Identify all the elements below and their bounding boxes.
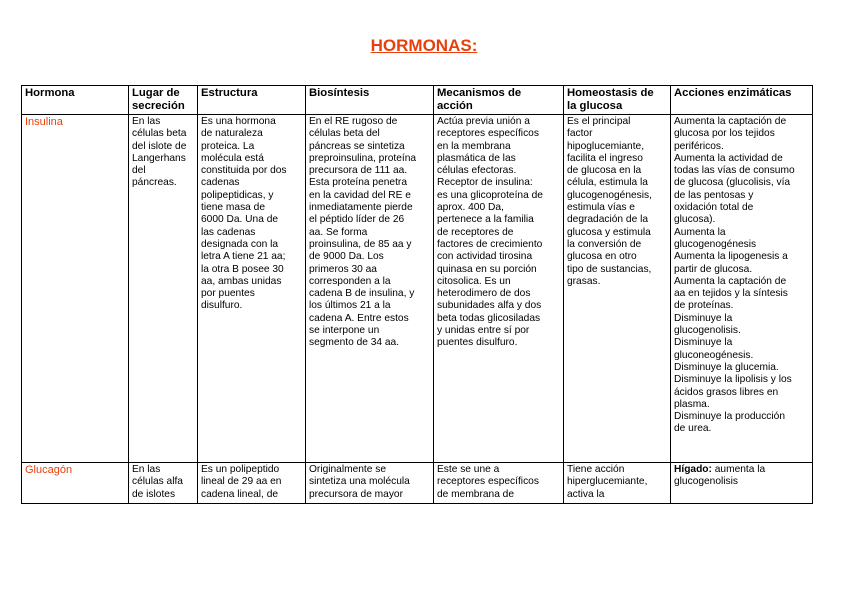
header-lugar-secrecion [129, 86, 198, 115]
cell-acciones-text: aumenta la glucogenolisis [674, 464, 766, 488]
table-row [22, 463, 813, 504]
cell-homeostasis [564, 463, 671, 504]
header-homeostasis [564, 86, 671, 115]
cell-hormona [22, 115, 129, 463]
cell-biosintesis-text: Originalmente se sintetiza una molécula precursora de mayor [309, 464, 410, 500]
cell-estructura [198, 463, 306, 504]
hormone-name: Insulina [25, 116, 63, 128]
header-estructura: Estructura [198, 86, 306, 115]
header-hormona: Hormona [22, 86, 129, 115]
header-lugar-secrecion-text: Lugar de secreción [132, 87, 185, 112]
cell-acciones-text: Aumenta la captación de glucosa por los tejidos periféricos. Aumenta la actividad de todas las vías de consumo de glucosa (glucolisis, vía de las pentosas y oxidación total de glucosa). Aumenta la glucogenogénesis Aumenta la lipogenesis a partir de glucosa. Aumenta la captación de aa en tejidos y la síntesis de proteínas. Disminuye la glucogenolisis. Disminuye la gluconeogénesis. Disminuye la glucemia. Disminuye la lipolisis y los ácidos grasos libres en plasma. Disminuye la producción de urea. [674, 116, 795, 435]
cell-biosintesis [306, 463, 434, 504]
cell-hormona [22, 463, 129, 504]
cell-biosintesis [306, 115, 434, 463]
cell-biosintesis-text: En el RE rugoso de células beta del páncreas se sintetiza preproinsulina, proteína precursora de 111 aa. Esta proteína penetra en la cavidad del RE e inmediatamente pierde el péptido líder de 26 aa. Se forma proinsulina, de 85 aa y de 9000 Da. Los primeros 30 aa corresponden a la cadena B de insulina, y los últimos 21 a la cadena A. Entre estos se interpone un segmento de 34 aa. [309, 116, 417, 349]
table-row [22, 115, 813, 463]
cell-estructura-text: Es una hormona de naturaleza proteica. La molécula está constituida por dos cadenas polipeptidicas, y tiene masa de 6000 Da. Una de las cadenas designada con la letra A tiene 21 aa; la otra B posee 30 aa, ambas unidas por puentes disulfuro. [201, 116, 287, 312]
cell-acciones [671, 115, 813, 463]
hormone-table [21, 85, 813, 504]
header-acciones: Acciones enzimáticas [671, 86, 813, 115]
cell-mecanismos-text: Este se une a receptores específicos de membrana de [437, 464, 539, 500]
cell-acciones [671, 463, 813, 504]
cell-homeostasis [564, 115, 671, 463]
cell-acciones-prefix: Hígado: [674, 464, 712, 475]
table-header-row [22, 86, 813, 115]
header-biosintesis: Biosíntesis [306, 86, 434, 115]
header-homeostasis-text: Homeostasis de la glucosa [567, 87, 654, 112]
cell-homeostasis-text: Es el principal factor hipoglucemiante, facilita el ingreso de glucosa en la célula, estimula la glucogenogénesis, estimula vías e degradación de la glucosa y estimula la conversión de glucosa en otro tipo de sustancias, grasas. [567, 116, 652, 287]
cell-mecanismos-text: Actúa previa unión a receptores específicos en la membrana plasmática de las células efectoras. Receptor de insulina: es una glicoproteína de aprox. 400 Da, pertenece a la familia de receptores de factores de crecimiento con actividad tirosina quinasa en su porción citosolica. Es un heterodimero de dos subunidades alfa y dos beta todas glicosiladas y unidas entre sí por puentes disulfuro. [437, 116, 543, 349]
cell-estructura-text: Es un polipeptido lineal de 29 aa en cadena lineal, de [201, 464, 282, 500]
cell-lugar [129, 115, 198, 463]
header-mecanismos [434, 86, 564, 115]
page-title: HORMONAS: [370, 36, 478, 55]
cell-lugar [129, 463, 198, 504]
header-mecanismos-text: Mecanismos de acción [437, 87, 522, 112]
hormone-name: Glucagón [25, 464, 73, 476]
cell-lugar-text: En las células alfa de islotes [132, 464, 183, 500]
cell-homeostasis-text: Tiene acción hiperglucemiante, activa la [567, 464, 648, 500]
cell-lugar-text: En las células beta del islote de Langerhans del páncreas. [132, 116, 187, 189]
cell-mecanismos [434, 115, 564, 463]
cell-mecanismos [434, 463, 564, 504]
cell-estructura [198, 115, 306, 463]
